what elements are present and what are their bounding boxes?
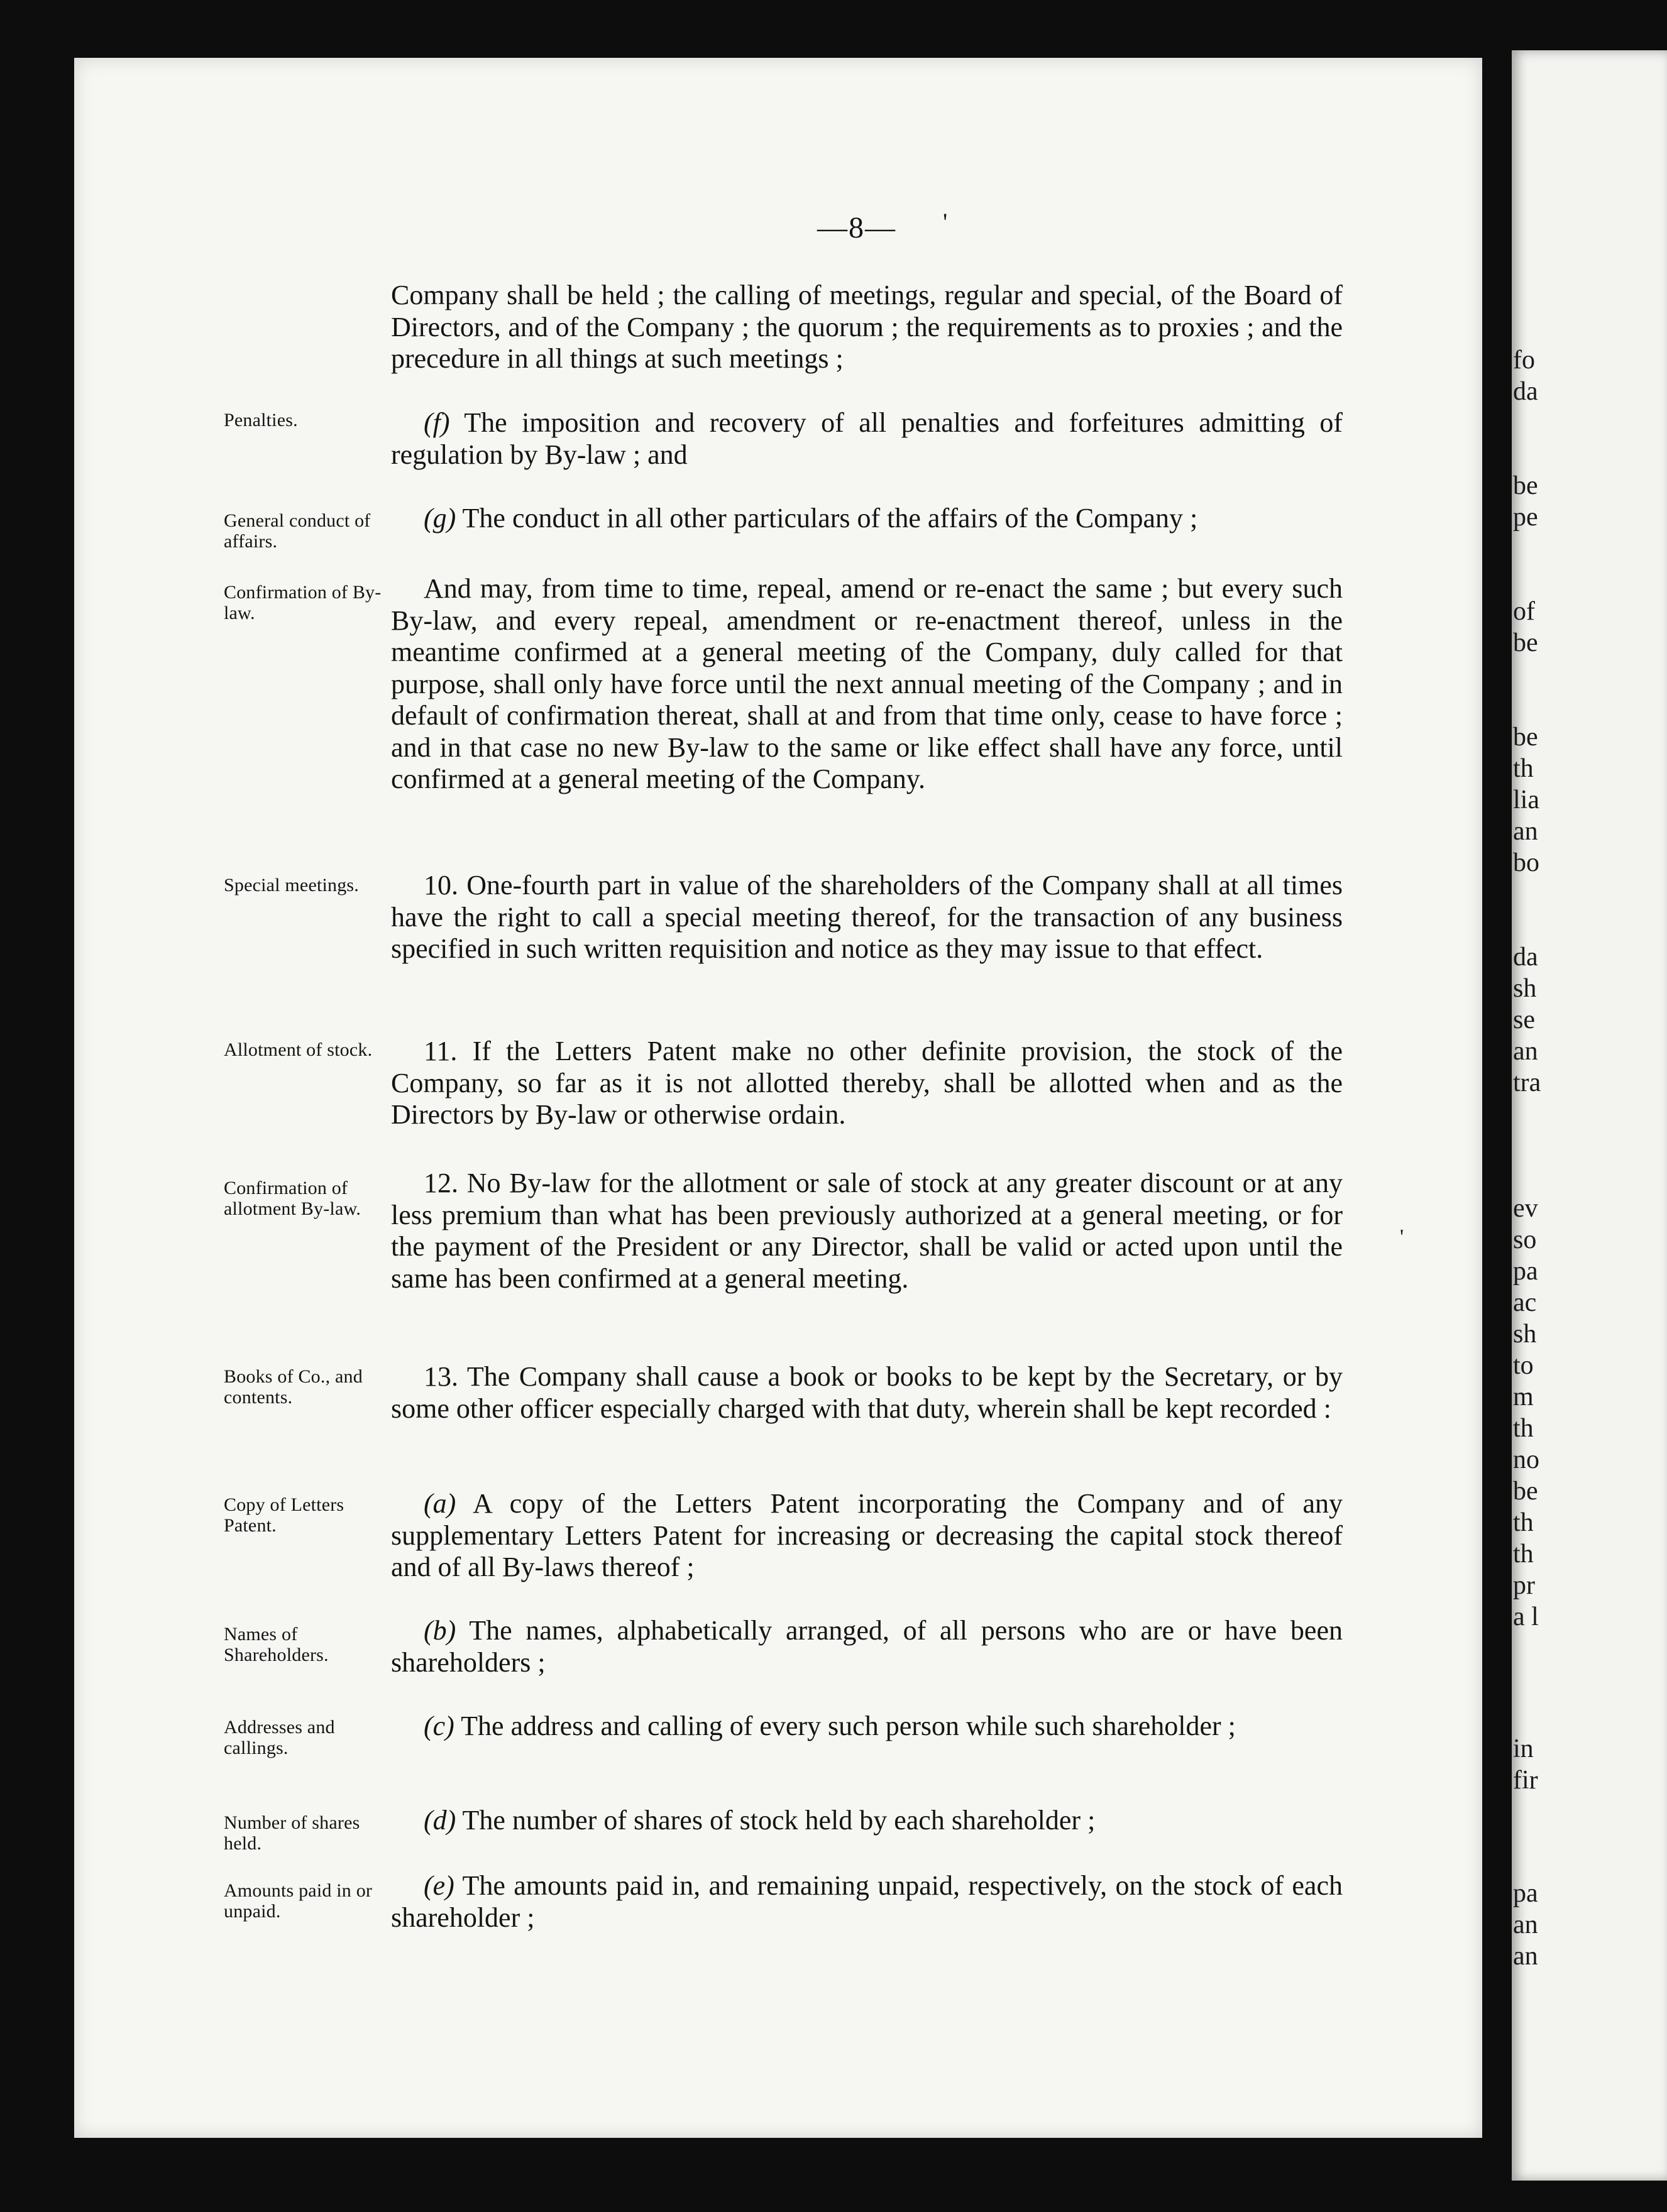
facing-fragment: th [1513, 1508, 1534, 1537]
facing-fragment: sh [1513, 974, 1537, 1003]
clause-label: (b) [424, 1615, 456, 1646]
clause-text: The number of shares of stock held by each shareholder ; [462, 1805, 1096, 1836]
clause-g [391, 503, 1343, 535]
clause-text: The imposition and recovery of all penalties and forfeitures admitting of regulation by By-law ; and [391, 407, 1343, 470]
section-11 [391, 1036, 1343, 1131]
clause-text: The conduct in all other particulars of the affairs of the Company ; [462, 503, 1198, 534]
clause-text: A copy of the Letters Patent incorporating the Company and of any supplementary Letters Patent for increasing or decreasing the capital stock thereof and of all By-laws thereof ; [391, 1488, 1343, 1582]
facing-fragment: an [1513, 817, 1538, 846]
facing-page-edge [1512, 50, 1667, 2181]
margin-note: Penalties. [224, 410, 298, 430]
clause-text: The amounts paid in, and remaining unpaid, respectively, on the stock of each shareholder ; [391, 1870, 1343, 1933]
section-text: 11. If the Letters Patent make no other definite provision, the stock of the Company, so far as it is not allotted thereby, shall be allotted when and as the Directors by By-law or otherwise ordain. [391, 1036, 1343, 1130]
paragraph-continuation [391, 280, 1343, 375]
clause-label: (a) [424, 1488, 456, 1519]
margin-note: Names of Shareholders. [224, 1624, 329, 1665]
facing-fragment: ev [1513, 1194, 1538, 1223]
facing-fragment: so [1513, 1225, 1537, 1254]
margin-note: Special meetings. [224, 875, 360, 895]
margin-note: Confirmation of By-law. [224, 582, 382, 623]
clause-c [391, 1711, 1343, 1743]
margin-note: Amounts paid in or unpaid. [224, 1880, 373, 1922]
clause-label: (f) [424, 407, 450, 438]
facing-fragment: in [1513, 1734, 1534, 1763]
facing-fragment: tra [1513, 1068, 1541, 1097]
clause-label: (c) [424, 1711, 454, 1741]
ink-mark: ' [943, 208, 948, 236]
section-text: 10. One-fourth part in value of the shareholders of the Company shall at all times have the right to call a special meeting thereof, for the transaction of any business specified in such written requisition and notice as they may issue to that effect. [391, 870, 1343, 964]
clause-text: The address and calling of every such person while such shareholder ; [461, 1711, 1236, 1741]
facing-fragment: an [1513, 1942, 1538, 1971]
page-number: —8— [817, 211, 896, 244]
margin-note: Allotment of stock. [224, 1039, 373, 1060]
facing-fragment: fir [1513, 1766, 1538, 1795]
facing-fragment: th [1513, 1540, 1534, 1569]
facing-fragment: be [1513, 1477, 1538, 1506]
facing-fragment: pa [1513, 1257, 1538, 1286]
clause-label: (g) [424, 503, 456, 534]
paragraph-confirmation [391, 573, 1343, 796]
facing-fragment: a l [1513, 1602, 1539, 1631]
clause-b [391, 1615, 1343, 1678]
facing-fragment: lia [1513, 786, 1539, 814]
clause-a [391, 1488, 1343, 1584]
facing-fragment: be [1513, 628, 1538, 657]
facing-fragment: ac [1513, 1288, 1537, 1317]
facing-fragment: of [1513, 597, 1535, 626]
facing-fragment: fo [1513, 346, 1535, 375]
facing-fragment: bo [1513, 848, 1539, 877]
margin-note: Confirmation of allotment By-law. [224, 1178, 361, 1219]
facing-fragment: pr [1513, 1571, 1535, 1600]
facing-fragment: to [1513, 1351, 1534, 1380]
clause-text: The names, alphabetically arranged, of all persons who are or have been shareholders ; [391, 1615, 1343, 1678]
facing-fragment: an [1513, 1910, 1538, 1939]
margin-note: Copy of Letters Patent. [224, 1494, 344, 1536]
facing-fragment: se [1513, 1005, 1535, 1034]
section-13 [391, 1361, 1343, 1425]
clause-f [391, 407, 1343, 471]
facing-fragment: pe [1513, 503, 1538, 532]
margin-note: Addresses and callings. [224, 1717, 335, 1758]
section-text: 13. The Company shall cause a book or books to be kept by the Secretary, or by some other officer especially charged with that duty, wherein shall be kept recorded : [391, 1361, 1343, 1424]
clause-d [391, 1805, 1343, 1837]
margin-note: Books of Co., and contents. [224, 1366, 363, 1408]
ink-mark: ' [1400, 1225, 1404, 1249]
facing-fragment: da [1513, 943, 1538, 972]
section-12 [391, 1168, 1343, 1295]
clause-label: (e) [424, 1870, 454, 1901]
facing-fragment: da [1513, 377, 1538, 406]
paragraph-text: Company shall be held ; the calling of meetings, regular and special, of the Board of Directors, and of the Company ; the quorum ; the requirements as to proxies ; and the precedure in all things at such meetings ; [391, 280, 1343, 374]
facing-fragment: an [1513, 1037, 1538, 1066]
facing-fragment: th [1513, 754, 1534, 783]
clause-e [391, 1870, 1343, 1934]
facing-fragment: be [1513, 471, 1538, 500]
section-text: 12. No By-law for the allotment or sale of stock at any greater discount or at any less premium than what has been previously authorized at a general meeting, or for the payment of the President or any Director, shall be valid or acted upon until the same has been confirmed at a general meeting. [391, 1168, 1343, 1294]
facing-fragment: pa [1513, 1879, 1538, 1908]
facing-fragment: be [1513, 723, 1538, 752]
section-10 [391, 870, 1343, 965]
paragraph-text: And may, from time to time, repeal, amend or re-enact the same ; but every such By-law, and every repeal, amendment or re-enactment thereof, unless in the meantime confirmed at a general meeting of the Company, duly called for that purpose, shall only have force until the next annual meeting of the Company ; and in default of confirmation thereat, shall at and from that time only, cease to have force ; and in that case no new By-law to the same or like effect shall have any force, until confirmed at a general meeting of the Company. [391, 573, 1343, 794]
facing-fragment: no [1513, 1445, 1539, 1474]
clause-label: (d) [424, 1805, 456, 1836]
margin-note: Number of shares held. [224, 1812, 360, 1854]
facing-fragment: m [1513, 1382, 1534, 1411]
margin-note: General conduct of affairs. [224, 510, 371, 552]
facing-fragment: th [1513, 1414, 1534, 1443]
facing-fragment: sh [1513, 1320, 1537, 1349]
